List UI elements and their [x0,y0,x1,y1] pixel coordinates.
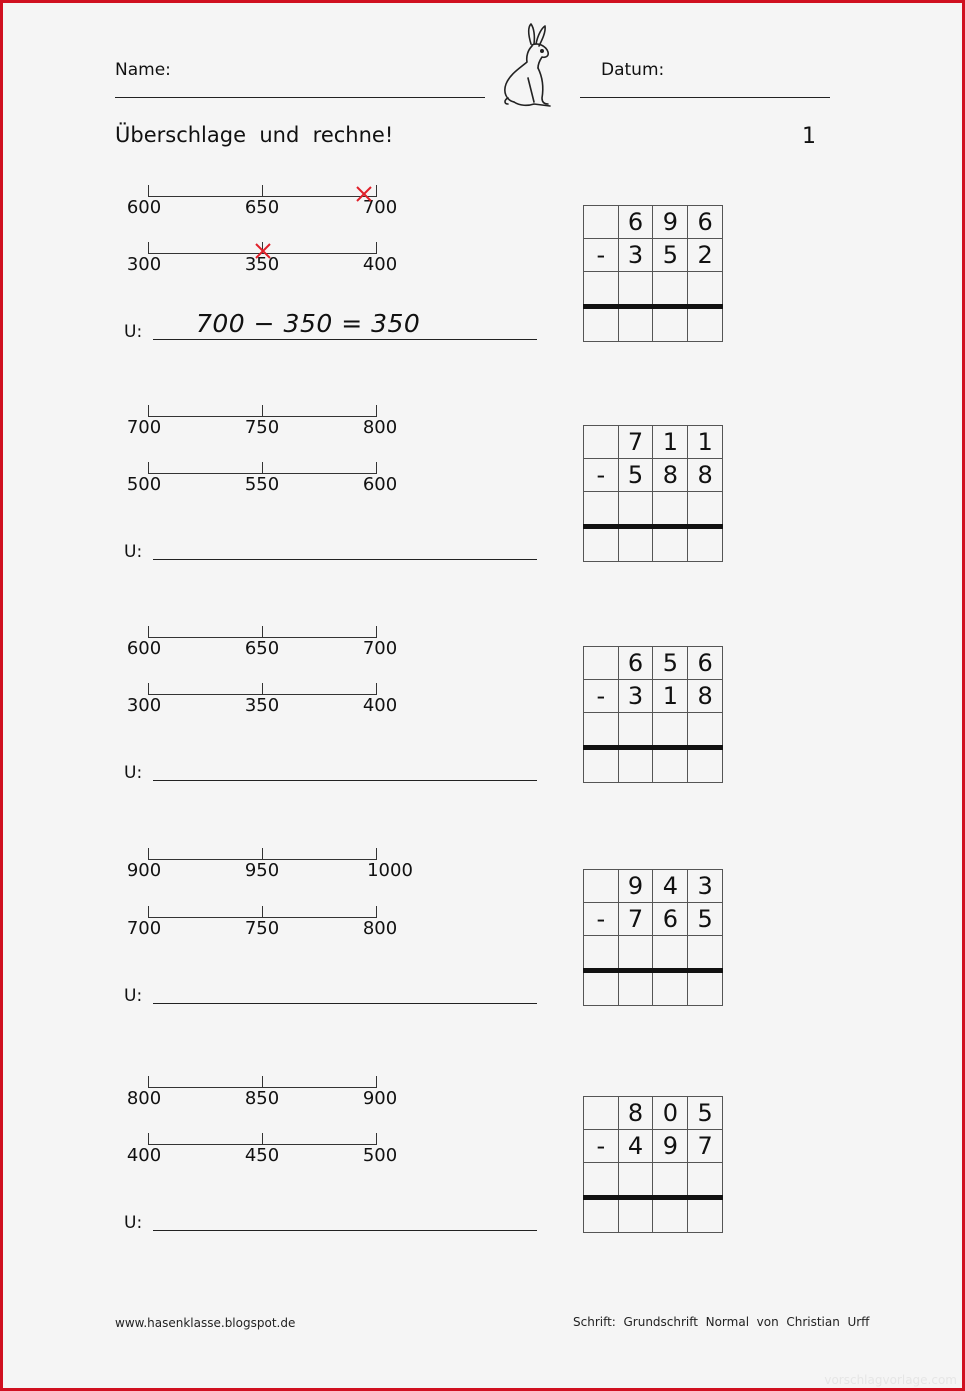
tick-label: 700 [362,197,398,218]
grid-cell [584,647,619,680]
tick-label: 600 [126,197,162,218]
result-cell[interactable] [688,527,723,562]
carry-cell[interactable] [653,272,688,307]
tick-label: 300 [126,695,162,716]
tick-label: 750 [244,417,280,438]
tick-label: 850 [244,1088,280,1109]
estimate-label: U: [124,542,143,562]
subtraction-grid [583,205,723,340]
hare-icon [498,22,562,112]
result-cell[interactable] [618,748,653,783]
tick-label: 650 [244,197,280,218]
grid-cell: 4 [618,1130,653,1163]
carry-cell[interactable] [584,1163,619,1198]
name-field-line[interactable] [115,97,485,98]
tick-label: 900 [126,860,162,881]
carry-cell[interactable] [653,1163,688,1198]
tick-label: 1000 [367,860,413,881]
tick-label: 800 [362,417,398,438]
grid-cell: 5 [653,239,688,272]
grid-cell: 8 [688,680,723,713]
tick-label: 400 [126,1145,162,1166]
grid-cell: - [584,459,619,492]
result-cell[interactable] [653,1198,688,1233]
result-cell[interactable] [584,1198,619,1233]
grid-cell: - [584,680,619,713]
grid-cell: 9 [653,206,688,239]
tick-label: 300 [126,254,162,275]
grid-cell: 6 [653,903,688,936]
result-cell[interactable] [688,307,723,342]
number-line-upper [122,626,422,666]
number-line-upper [122,185,422,225]
estimate-answer-line[interactable] [153,1230,537,1231]
carry-cell[interactable] [584,713,619,748]
footer-font-credit: Schrift: Grundschrift Normal von Christian Urff [573,1315,870,1329]
grid-cell: 5 [618,459,653,492]
grid-cell [584,426,619,459]
result-cell[interactable] [653,748,688,783]
carry-cell[interactable] [584,272,619,307]
grid-cell: 8 [618,1097,653,1130]
worksheet-title: Überschlage und rechne! [115,123,394,147]
grid-cell: 6 [688,647,723,680]
grid-cell: - [584,903,619,936]
number-line-lower [122,683,422,723]
estimate-label: U: [124,322,143,342]
grid-cell: 7 [618,903,653,936]
tick-label: 700 [362,638,398,659]
result-cell[interactable] [653,307,688,342]
grid-cell [584,206,619,239]
grid-cell: 7 [618,426,653,459]
footer-website: www.hasenklasse.blogspot.de [115,1316,296,1330]
tick-label: 750 [244,918,280,939]
grid-cell: 8 [688,459,723,492]
result-cell[interactable] [618,307,653,342]
grid-cell: 9 [653,1130,688,1163]
grid-cell: 8 [653,459,688,492]
subtraction-grid [583,646,723,781]
tick-label: 500 [362,1145,398,1166]
grid-cell: 0 [653,1097,688,1130]
name-label: Name: [115,60,171,80]
result-cell[interactable] [584,307,619,342]
carry-cell[interactable] [618,492,653,527]
tick-label: 950 [244,860,280,881]
grid-cell: 1 [653,426,688,459]
result-cell[interactable] [653,527,688,562]
estimate-answer-line[interactable] [153,1003,537,1004]
grid-cell: 4 [653,870,688,903]
tick-label: 350 [244,695,280,716]
grid-cell [584,870,619,903]
carry-cell[interactable] [584,492,619,527]
result-cell[interactable] [618,971,653,1006]
grid-cell: 3 [618,239,653,272]
carry-cell[interactable] [688,1163,723,1198]
grid-cell: 6 [618,647,653,680]
subtraction-grid [583,425,723,560]
tick-label: 400 [362,695,398,716]
number-line-upper [122,848,422,888]
grid-cell: 1 [653,680,688,713]
carry-cell[interactable] [653,936,688,971]
tick-label: 600 [362,474,398,495]
result-cell[interactable] [653,971,688,1006]
result-cell[interactable] [618,527,653,562]
grid-cell: - [584,239,619,272]
page-number: 1 [802,124,816,149]
carry-cell[interactable] [653,492,688,527]
carry-cell[interactable] [688,936,723,971]
estimate-answer-line[interactable] [153,339,537,340]
estimate-answer-line[interactable] [153,780,537,781]
estimate-label: U: [124,986,143,1006]
subtraction-grid [583,1096,723,1231]
result-cell[interactable] [584,748,619,783]
carry-cell[interactable] [688,272,723,307]
estimate-answer-line[interactable] [153,559,537,560]
tick-label: 550 [244,474,280,495]
result-cell[interactable] [688,748,723,783]
carry-cell[interactable] [688,713,723,748]
carry-cell[interactable] [584,936,619,971]
tick-label: 800 [362,918,398,939]
grid-cell: 3 [618,680,653,713]
tick-label: 900 [362,1088,398,1109]
number-line-lower [122,906,422,946]
date-field-line[interactable] [580,97,830,98]
result-cell[interactable] [584,527,619,562]
result-cell[interactable] [688,1198,723,1233]
result-cell[interactable] [688,971,723,1006]
grid-cell [584,1097,619,1130]
grid-cell: - [584,1130,619,1163]
number-line-upper [122,1076,422,1116]
tick-label: 600 [126,638,162,659]
result-cell[interactable] [584,971,619,1006]
subtraction-grid [583,869,723,1004]
estimate-label: U: [124,763,143,783]
grid-cell: 2 [688,239,723,272]
number-line-lower [122,242,422,282]
cross-mark-icon [254,242,272,260]
watermark: vorschlagvorlage.com [824,1373,957,1387]
grid-cell: 5 [653,647,688,680]
number-line-lower [122,1133,422,1173]
number-line-lower [122,462,422,502]
grid-cell: 3 [688,870,723,903]
number-line-upper [122,405,422,445]
grid-cell: 5 [688,903,723,936]
grid-cell: 1 [688,426,723,459]
grid-cell: 7 [688,1130,723,1163]
tick-label: 350 [244,254,280,275]
carry-cell[interactable] [618,936,653,971]
carry-cell[interactable] [618,1163,653,1198]
carry-cell[interactable] [688,492,723,527]
grid-cell: 6 [688,206,723,239]
tick-label: 700 [126,417,162,438]
tick-label: 450 [244,1145,280,1166]
tick-label: 500 [126,474,162,495]
result-cell[interactable] [618,1198,653,1233]
carry-cell[interactable] [618,272,653,307]
tick-label: 650 [244,638,280,659]
estimate-label: U: [124,1213,143,1233]
tick-label: 800 [126,1088,162,1109]
carry-cell[interactable] [653,713,688,748]
grid-cell: 6 [618,206,653,239]
carry-cell[interactable] [618,713,653,748]
grid-cell: 9 [618,870,653,903]
date-label: Datum: [601,60,665,80]
tick-label: 700 [126,918,162,939]
tick-label: 400 [362,254,398,275]
grid-cell: 5 [688,1097,723,1130]
estimate-answer: 700 − 350 = 350 [196,309,421,338]
cross-mark-icon [355,185,373,203]
